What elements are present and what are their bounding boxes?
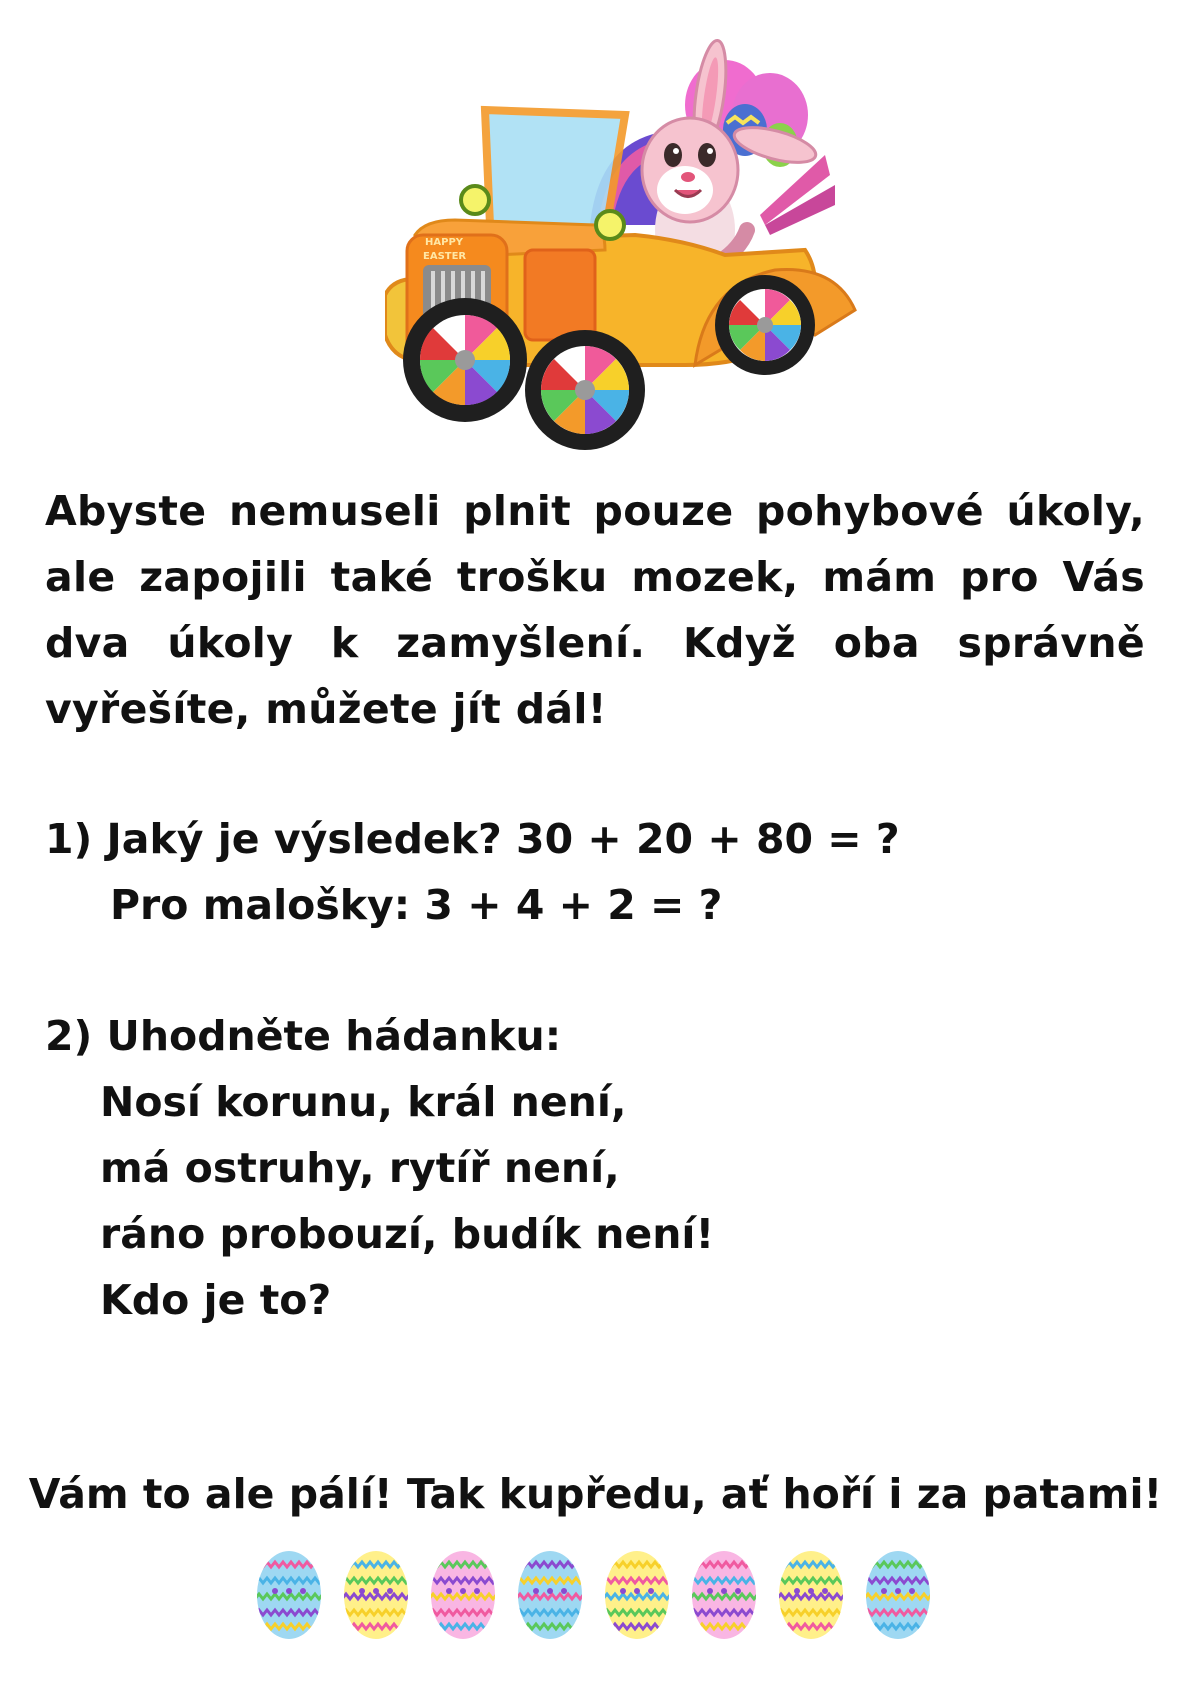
task1-question: 1) Jaký je výsledek? 30 + 20 + 80 = ?	[45, 815, 900, 863]
easter-egg-icon	[255, 1551, 327, 1639]
easter-egg-icon	[429, 1551, 501, 1639]
headlight	[461, 186, 489, 214]
task2-title: 2) Uhodněte hádanku:	[45, 1012, 562, 1060]
task1-kids-question: Pro malošky: 3 + 4 + 2 = ?	[110, 881, 723, 929]
headlight	[596, 211, 624, 239]
rear-wheel-front	[525, 330, 645, 450]
intro-paragraph: Abyste nemuseli plnit pouze pohybové úkoly, ale zapojili také trošku mozek, mám pro Vás dva úkoly k zamyšlení. Když oba správně vyřešíte, můžete jít dál!	[45, 487, 1145, 733]
easter-egg-icon	[342, 1551, 414, 1639]
bunny-car-illustration	[385, 35, 905, 485]
riddle-question: Kdo je to?	[100, 1276, 332, 1324]
front-wheel	[403, 298, 527, 422]
easter-eggs-row	[255, 1547, 945, 1643]
easter-egg-icon	[690, 1551, 762, 1639]
easter-egg-icon	[864, 1551, 936, 1639]
sign-line1: HAPPY	[425, 237, 464, 248]
sign-line2: EASTER	[423, 251, 467, 262]
easter-egg-icon	[516, 1551, 588, 1639]
easter-egg-icon	[777, 1551, 849, 1639]
rear-wheel	[715, 275, 815, 375]
riddle-line: Nosí korunu, král není,	[100, 1078, 627, 1126]
closing-line: Vám to ale pálí! Tak kupředu, ať hoří i za patami!	[28, 1470, 1163, 1518]
riddle-line: ráno probouzí, budík není!	[100, 1210, 715, 1258]
easter-egg-icon	[603, 1551, 675, 1639]
riddle-line: má ostruhy, rytíř není,	[100, 1144, 620, 1192]
